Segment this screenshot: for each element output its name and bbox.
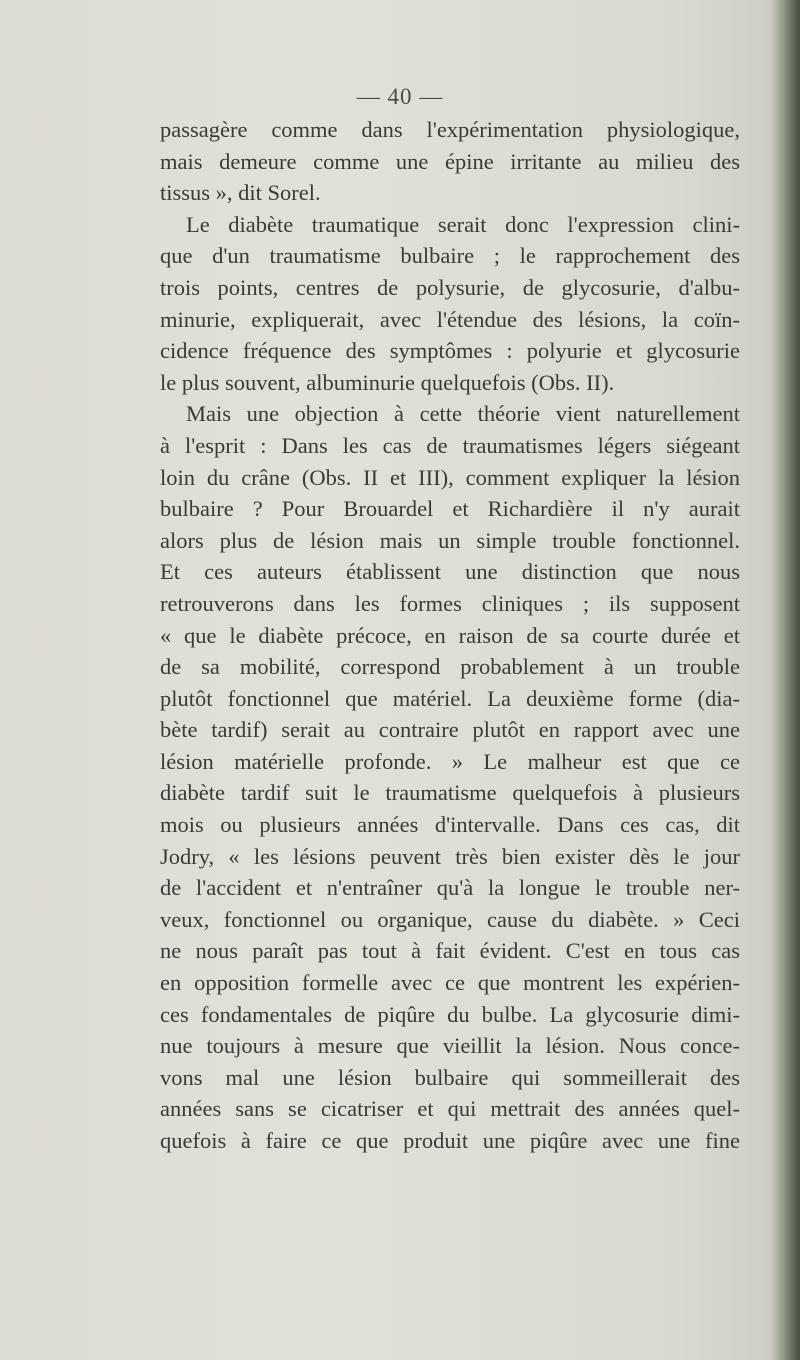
- text-line: en opposition formelle avec ce que montrent les expérien-: [160, 970, 740, 996]
- text-line: lésion matérielle profonde. » Le malheur est que ce: [160, 748, 740, 774]
- text-line: le plus souvent, albuminurie quelquefois (Obs. II).: [160, 369, 615, 395]
- text-line: quefois à faire ce que produit une piqûre avec une fine: [160, 1128, 740, 1153]
- text-line: bulbaire ? Pour Brouardel et Richardière il n'y aurait: [160, 496, 740, 522]
- text-line: années sans se cicatriser et qui mettrait des années quel-: [160, 1096, 740, 1122]
- text-line: de sa mobilité, correspond probablement à un trouble: [160, 654, 740, 680]
- text-line: diabète tardif suit le traumatisme quelquefois à plusieurs: [160, 780, 740, 806]
- text-line: mais demeure comme une épine irritante au milieu des: [160, 148, 740, 174]
- text-line: retrouverons dans les formes cliniques ; ils supposent: [160, 590, 740, 616]
- text-line: tissus », dit Sorel.: [160, 180, 321, 206]
- text-line: « que le diabète précoce, en raison de sa courte durée et: [160, 622, 740, 648]
- text-line: ces fondamentales de piqûre du bulbe. La glycosurie dimi-: [160, 1001, 740, 1027]
- text-line: que d'un traumatisme bulbaire ; le rapprochement des: [160, 243, 740, 269]
- text-line: cidence fréquence des symptômes : polyurie et glycosurie: [160, 338, 740, 364]
- text-line: Jodry, « les lésions peuvent très bien exister dès le jour: [160, 843, 740, 869]
- body-text: [160, 114, 740, 1157]
- text-line: loin du crâne (Obs. II et III), comment expliquer la lésion: [160, 464, 740, 490]
- text-line: passagère comme dans l'expérimentation physiologique,: [160, 117, 740, 142]
- text-line: plutôt fonctionnel que matériel. La deuxième forme (dia-: [160, 685, 740, 711]
- text-line: nue toujours à mesure que vieillit la lésion. Nous conce-: [160, 1033, 740, 1059]
- text-line: Le diabète traumatique serait donc l'expression clini-: [186, 211, 740, 237]
- text-line: à l'esprit : Dans les cas de traumatismes légers siégeant: [160, 432, 740, 458]
- text-line: bète tardif) serait au contraire plutôt en rapport avec une: [160, 717, 740, 743]
- text-line: mois ou plusieurs années d'intervalle. Dans ces cas, dit: [160, 812, 740, 838]
- text-line: Mais une objection à cette théorie vient naturellement: [186, 401, 740, 427]
- text-line: ne nous paraît pas tout à fait évident. C'est en tous cas: [160, 938, 740, 964]
- text-line: trois points, centres de polysurie, de glycosurie, d'albu-: [160, 274, 740, 300]
- text-line: alors plus de lésion mais un simple trouble fonctionnel.: [160, 527, 740, 553]
- text-line: vons mal une lésion bulbaire qui sommeillerait des: [160, 1064, 740, 1090]
- page-edge-shadow: [772, 0, 800, 1360]
- text-line: veux, fonctionnel ou organique, cause du diabète. » Ceci: [160, 906, 740, 932]
- text-line: Et ces auteurs établissent une distinction que nous: [160, 559, 740, 585]
- text-line: de l'accident et n'entraîner qu'à la longue le trouble ner-: [160, 875, 740, 901]
- page-number: — 40 —: [356, 84, 444, 109]
- text-line: minurie, expliquerait, avec l'étendue des lésions, la coïn-: [160, 306, 740, 332]
